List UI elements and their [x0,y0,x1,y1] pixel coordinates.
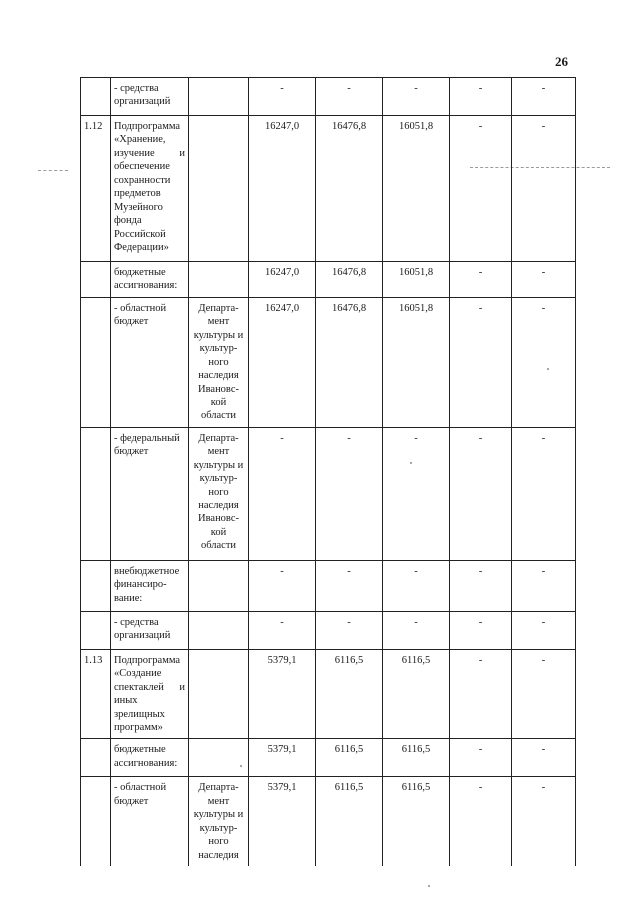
value-cell-4: - [450,611,512,649]
value-cell-2: - [316,560,383,611]
row-name: бюджетные ассигнования: [111,262,189,298]
value-cell-5: - [512,297,576,427]
value-cell-1: 5379,1 [249,649,316,739]
scan-speck [428,885,430,887]
value-cell-1: 5379,1 [249,777,316,866]
table-row [81,611,576,649]
executor-cell [189,78,249,116]
executor-cell [189,262,249,298]
value-cell-5: - [512,116,576,262]
row-name: бюджетные ассигнования: [111,739,189,777]
executor-cell [189,739,249,777]
value-cell-2: - [316,78,383,116]
table-row [81,560,576,611]
row-number: 1.12 [81,116,111,262]
value-cell-2: 6116,5 [316,777,383,866]
table-row [81,116,576,262]
value-cell-4: - [450,739,512,777]
row-name: внебюджетное финансиро-вание: [111,560,189,611]
value-cell-5: - [512,739,576,777]
budget-table [80,77,576,866]
value-cell-4: - [450,560,512,611]
table-row [81,739,576,777]
value-cell-4: - [450,649,512,739]
row-name: Подпрограмма «Хранение, изучение и обеспечение сохранности предметов Музейного фонда Российской Федерации» [111,116,189,262]
value-cell-3: - [383,560,450,611]
value-cell-1: 5379,1 [249,739,316,777]
executor-cell: Департа-мент культуры и культур-ного наследия Ивановс-кой области [189,297,249,427]
row-number [81,739,111,777]
row-name: Подпрограмма «Создание спектаклей и иных зрелищных программ» [111,649,189,739]
value-cell-1: - [249,560,316,611]
value-cell-3: - [383,611,450,649]
value-cell-5: - [512,560,576,611]
value-cell-3: 16051,8 [383,116,450,262]
executor-cell [189,611,249,649]
row-name: - областной бюджет [111,297,189,427]
value-cell-5: - [512,777,576,866]
row-number [81,78,111,116]
row-number [81,427,111,560]
value-cell-2: 16476,8 [316,297,383,427]
executor-cell [189,116,249,262]
executor-cell: Департа-мент культуры и культур-ного наследия [189,777,249,866]
scan-artifact-line-left [38,170,68,171]
row-number [81,560,111,611]
row-name: - средства организаций [111,78,189,116]
table-row [81,262,576,298]
table-row [81,427,576,560]
value-cell-4: - [450,297,512,427]
value-cell-1: - [249,78,316,116]
value-cell-2: 16476,8 [316,262,383,298]
value-cell-2: 6116,5 [316,649,383,739]
value-cell-4: - [450,78,512,116]
row-number [81,777,111,866]
value-cell-5: - [512,78,576,116]
executor-cell [189,560,249,611]
value-cell-4: - [450,427,512,560]
value-cell-1: 16247,0 [249,262,316,298]
value-cell-1: - [249,427,316,560]
value-cell-2: - [316,611,383,649]
value-cell-1: 16247,0 [249,116,316,262]
row-number [81,262,111,298]
budget-table-body [81,78,576,867]
value-cell-1: 16247,0 [249,297,316,427]
value-cell-4: - [450,262,512,298]
row-name: - федеральный бюджет [111,427,189,560]
value-cell-5: - [512,649,576,739]
value-cell-3: 16051,8 [383,297,450,427]
row-number [81,297,111,427]
value-cell-3: - [383,427,450,560]
table-row [81,649,576,739]
value-cell-3: 6116,5 [383,649,450,739]
executor-cell [189,649,249,739]
page-number: 26 [555,54,568,69]
value-cell-3: - [383,78,450,116]
table-row [81,297,576,427]
value-cell-2: 16476,8 [316,116,383,262]
row-name: - областной бюджет [111,777,189,866]
value-cell-2: - [316,427,383,560]
value-cell-4: - [450,777,512,866]
executor-cell: Департа-мент культуры и культур-ного наследия Ивановс-кой области [189,427,249,560]
value-cell-1: - [249,611,316,649]
value-cell-5: - [512,611,576,649]
value-cell-3: 6116,5 [383,739,450,777]
value-cell-5: - [512,427,576,560]
value-cell-4: - [450,116,512,262]
row-number [81,611,111,649]
table-row [81,78,576,116]
row-number: 1.13 [81,649,111,739]
row-name: - средства организаций [111,611,189,649]
value-cell-3: 16051,8 [383,262,450,298]
table-row [81,777,576,866]
value-cell-2: 6116,5 [316,739,383,777]
value-cell-3: 6116,5 [383,777,450,866]
value-cell-5: - [512,262,576,298]
